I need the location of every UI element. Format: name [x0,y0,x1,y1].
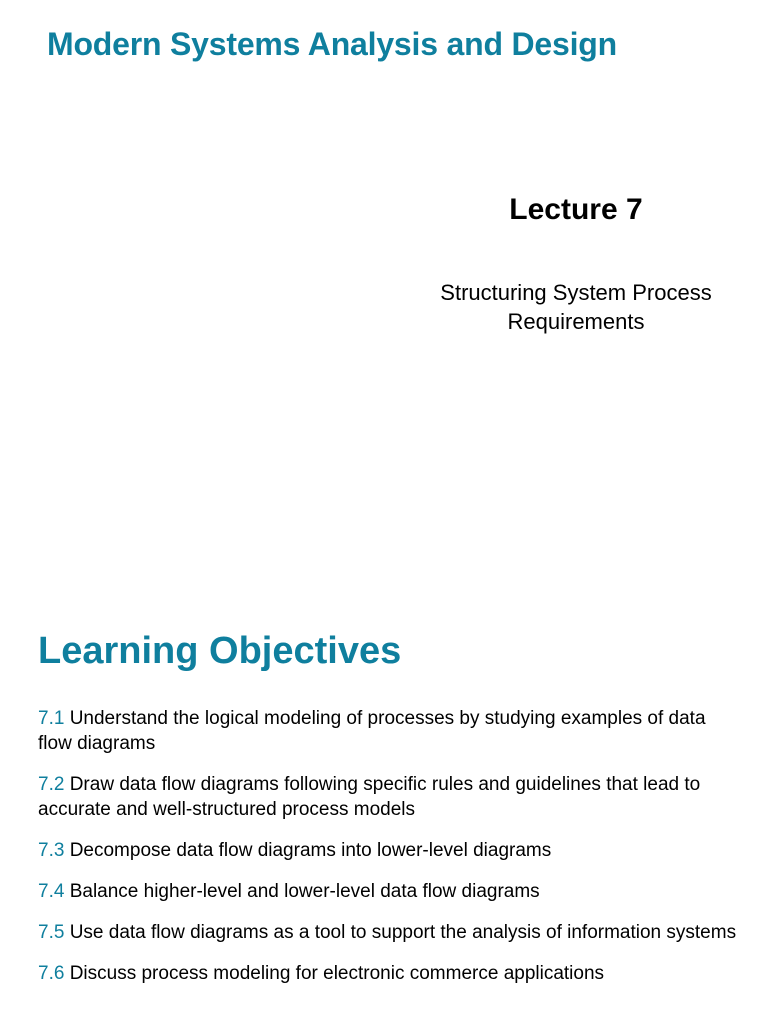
lecture-number: Lecture 7 [509,193,643,226]
objective-item [38,838,738,863]
objective-text: Draw data flow diagrams following specific rules and guidelines that lead to accurate and well-structured process models [38,774,701,820]
objective-number: 7.2 [38,774,65,795]
objective-number: 7.6 [38,963,65,984]
objectives-slide [0,590,768,1024]
objectives-heading: Learning Objectives [38,630,402,672]
objective-item [38,706,738,756]
lecture-topic-line-1: Structuring System Process [440,280,712,305]
course-title: Modern Systems Analysis and Design [47,26,617,62]
objective-item [38,920,738,945]
objectives-list [38,706,738,1002]
objective-text: Use data flow diagrams as a tool to support the analysis of information systems [69,922,737,943]
objective-text: Discuss process modeling for electronic commerce applications [69,963,605,984]
objective-item [38,961,738,986]
objective-item [38,879,738,904]
lecture-topic [420,278,732,336]
objective-text: Balance higher-level and lower-level data flow diagrams [69,881,540,902]
objective-text: Understand the logical modeling of processes by studying examples of data flow diagrams [38,708,706,754]
lecture-topic-line-2: Requirements [507,309,645,334]
objective-number: 7.4 [38,881,65,902]
objective-text: Decompose data flow diagrams into lower-level diagrams [69,840,552,861]
objective-item [38,772,738,822]
objective-number: 7.1 [38,708,65,729]
objective-number: 7.5 [38,922,65,943]
objective-number: 7.3 [38,840,65,861]
